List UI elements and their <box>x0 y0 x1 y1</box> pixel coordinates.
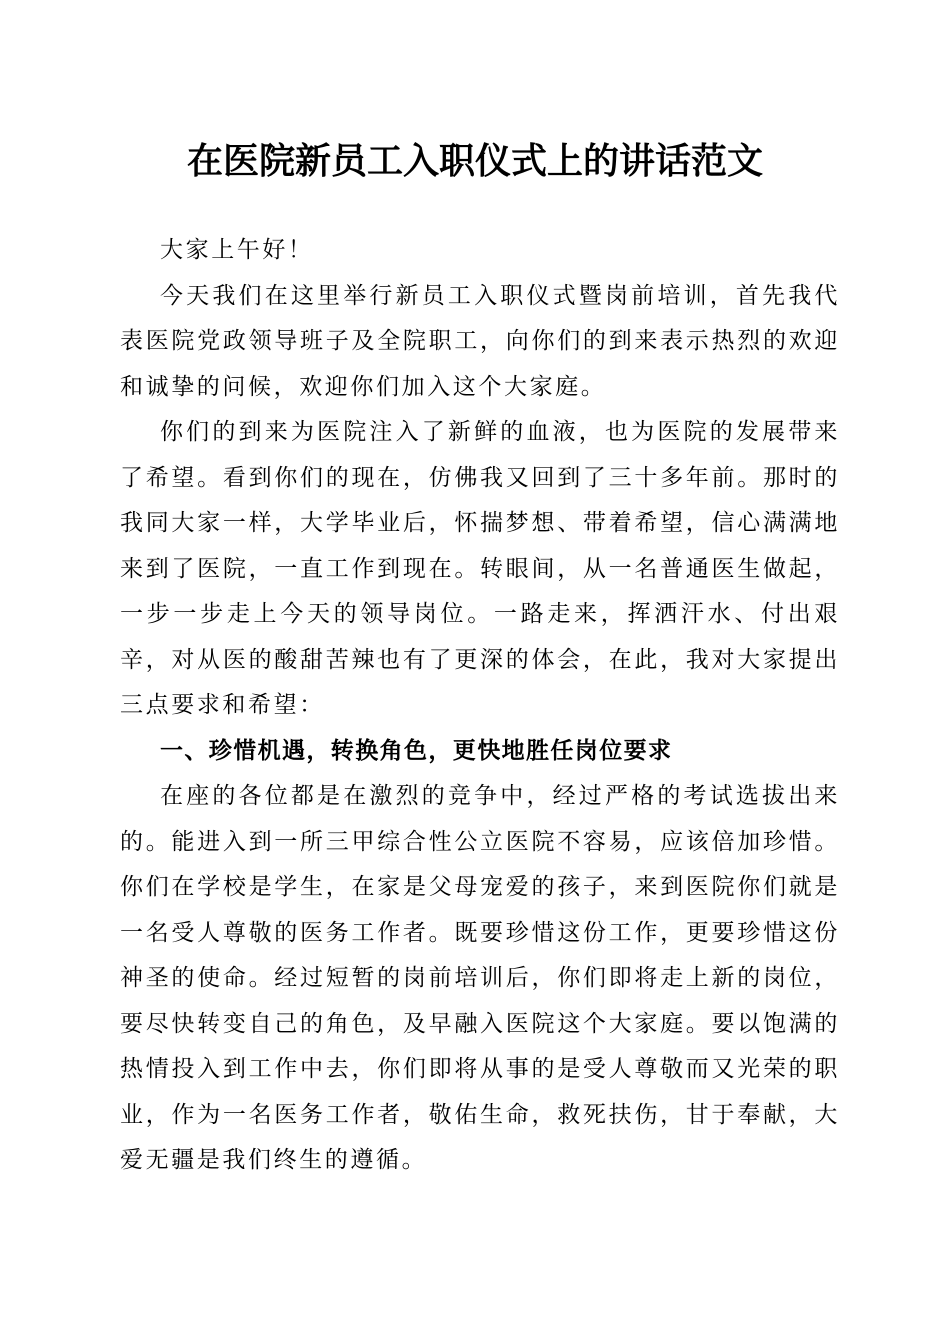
document-title: 在医院新员工入职仪式上的讲话范文 <box>186 140 763 182</box>
section-heading-1: 一、珍惜机遇，转换角色，更快地胜任岗位要求 <box>160 737 673 764</box>
document-body <box>120 228 840 1184</box>
section-1-paragraph: 在座的各位都是在激烈的竞争中，经过严格的考试选拔出来的。能进入到一所三甲综合性公立医院不容易，应该倍加珍惜。你们在学校是学生，在家是父母宠爱的孩子，来到医院你们就是一名受人尊敬的医务工作者。既要珍惜这份工作，更要珍惜这份神圣的使命。经过短暂的岗前培训后，你们即将走上新的岗位，要尽快转变自己的角色，及早融入医院这个大家庭。要以饱满的热情投入到工作中去，你们即将从事的是受人尊敬而又光荣的职业，作为一名医务工作者，敬佑生命，救死扶伤，甘于奉献，大爱无疆是我们终生的遵循。 <box>120 783 840 1173</box>
reflection-paragraph: 你们的到来为医院注入了新鲜的血液，也为医院的发展带来了希望。看到你们的现在，仿佛我又回到了三十多年前。那时的我同大家一样，大学毕业后，怀揣梦想、带着希望，信心满满地来到了医院，一直工作到现在。转眼间，从一名普通医生做起，一步一步走上今天的领导岗位。一路走来，挥洒汗水、付出艰辛，对从医的酸甜苦辣也有了更深的体会，在此，我对大家提出三点要求和希望： <box>120 419 840 718</box>
greeting-paragraph: 大家上午好！ <box>160 237 314 263</box>
welcome-paragraph: 今天我们在这里举行新员工入职仪式暨岗前培训，首先我代表医院党政领导班子及全院职工，向你们的到来表示热烈的欢迎和诚挚的问候，欢迎你们加入这个大家庭。 <box>120 282 840 400</box>
